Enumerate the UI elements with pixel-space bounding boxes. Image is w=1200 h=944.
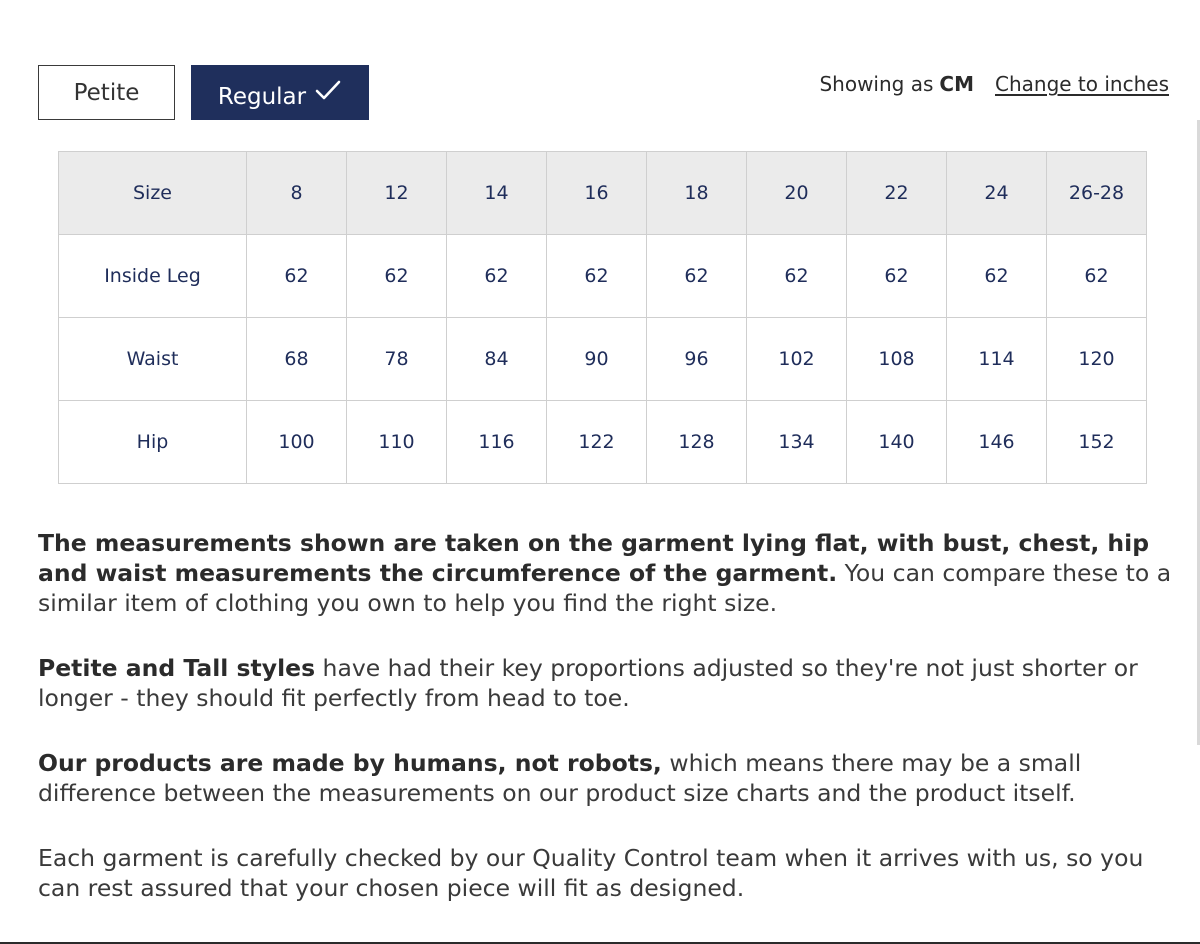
measurement-cell: 110 xyxy=(347,401,447,484)
measurement-cell: 90 xyxy=(547,318,647,401)
measurement-cell: 62 xyxy=(547,235,647,318)
size-header-cell: 20 xyxy=(747,152,847,235)
petite-fit-button[interactable] xyxy=(38,65,175,120)
note-text: Each garment is carefully checked by our Quality Control team when it arrives with us, so you can rest assured that your chosen piece will fit as designed. xyxy=(38,844,1144,902)
measurement-cell: 62 xyxy=(747,235,847,318)
size-header-cell: 12 xyxy=(347,152,447,235)
table-row xyxy=(59,318,1147,401)
size-header-cell: 24 xyxy=(947,152,1047,235)
unit-showing-text: Showing as xyxy=(819,72,934,96)
note-paragraph xyxy=(38,748,1178,808)
size-header-cell: 26-28 xyxy=(1047,152,1147,235)
size-header-cell: 18 xyxy=(647,152,747,235)
row-label: Size xyxy=(59,152,247,235)
note-text: You can compare these to a similar item of clothing you own to help you find the right size. xyxy=(38,559,1172,617)
measurement-cell: 134 xyxy=(747,401,847,484)
measurement-cell: 62 xyxy=(847,235,947,318)
table-row xyxy=(59,401,1147,484)
measurement-cell: 102 xyxy=(747,318,847,401)
row-label: Waist xyxy=(59,318,247,401)
row-label: Hip xyxy=(59,401,247,484)
note-paragraph xyxy=(38,528,1178,618)
size-header-cell: 16 xyxy=(547,152,647,235)
unit-indicator xyxy=(819,72,1169,96)
measurement-cell: 96 xyxy=(647,318,747,401)
measurement-cell: 62 xyxy=(347,235,447,318)
measurement-cell: 146 xyxy=(947,401,1047,484)
size-chart-table xyxy=(58,151,1147,484)
note-emphasis: Petite and Tall styles xyxy=(38,654,316,682)
measurement-cell: 128 xyxy=(647,401,747,484)
measurement-cell: 78 xyxy=(347,318,447,401)
checkmark-icon xyxy=(314,78,342,102)
table-row xyxy=(59,235,1147,318)
measurement-cell: 68 xyxy=(247,318,347,401)
measurement-cell: 140 xyxy=(847,401,947,484)
measurement-cell: 120 xyxy=(1047,318,1147,401)
measurement-cell: 62 xyxy=(1047,235,1147,318)
measurement-cell: 122 xyxy=(547,401,647,484)
measurement-cell: 108 xyxy=(847,318,947,401)
note-emphasis: Our products are made by humans, not robots, xyxy=(38,749,662,777)
size-header-cell: 8 xyxy=(247,152,347,235)
note-text: have had their key proportions adjusted so they're not just shorter or longer - they should fit perfectly from head to toe. xyxy=(38,654,1138,712)
note-paragraph xyxy=(38,653,1178,713)
measurement-cell: 114 xyxy=(947,318,1047,401)
row-label: Inside Leg xyxy=(59,235,247,318)
size-chart-body xyxy=(59,152,1147,484)
petite-fit-label: Petite xyxy=(73,79,140,106)
size-header-cell: 22 xyxy=(847,152,947,235)
note-emphasis: The measurements shown are taken on the garment lying flat, with bust, chest, hip and waist measurements the circumference of the garment. xyxy=(38,529,1150,587)
note-text: which means there may be a small difference between the measurements on our product size charts and the product itself. xyxy=(38,749,1082,807)
size-notes xyxy=(38,528,1178,938)
measurement-cell: 152 xyxy=(1047,401,1147,484)
measurement-cell: 84 xyxy=(447,318,547,401)
regular-fit-label: Regular xyxy=(217,83,307,110)
measurement-cell: 62 xyxy=(947,235,1047,318)
regular-fit-button[interactable] xyxy=(191,65,369,120)
measurement-cell: 62 xyxy=(647,235,747,318)
measurement-cell: 116 xyxy=(447,401,547,484)
current-unit: CM xyxy=(939,72,974,96)
measurement-cell: 62 xyxy=(447,235,547,318)
size-header-cell: 14 xyxy=(447,152,547,235)
change-to-inches-link[interactable]: Change to inches xyxy=(995,72,1169,96)
measurement-cell: 62 xyxy=(247,235,347,318)
measurement-cell: 100 xyxy=(247,401,347,484)
note-paragraph xyxy=(38,843,1178,903)
table-header-row xyxy=(59,152,1147,235)
